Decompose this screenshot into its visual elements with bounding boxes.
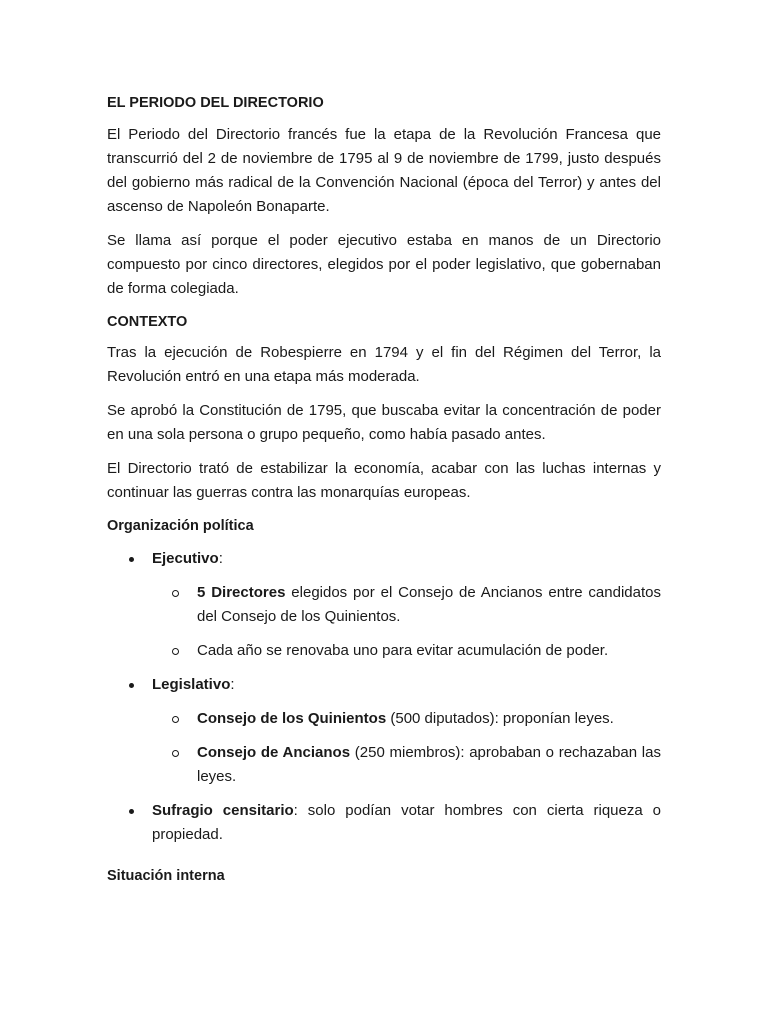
contexto-paragraph-1: Tras la ejecución de Robespierre en 1794 y el fin del Régimen del Terror, la Revolución entró en una etapa más moderada. xyxy=(107,344,661,385)
organizacion-list xyxy=(107,547,661,847)
ejecutivo-sublist xyxy=(107,581,661,663)
bullet-icon xyxy=(129,557,134,562)
ejecutivo-colon: : xyxy=(218,550,223,567)
legislativo-colon: : xyxy=(230,676,235,693)
sufragio-label: Sufragio censitario xyxy=(152,802,294,819)
sub-item-text: Cada año se renovaba uno para evitar acumulación de poder. xyxy=(197,642,609,659)
contexto-heading: CONTEXTO xyxy=(107,314,188,330)
list-item-ejecutivo xyxy=(107,547,661,663)
circle-bullet-icon xyxy=(172,648,179,655)
document-title: EL PERIODO DEL DIRECTORIO xyxy=(107,95,324,111)
document-content xyxy=(107,92,661,895)
sub-item-bold: Consejo de Ancianos xyxy=(197,744,351,761)
sub-item-ancianos xyxy=(107,741,661,789)
sub-item-bold: Consejo de los Quinientos xyxy=(197,710,387,727)
sub-item-directores xyxy=(107,581,661,629)
legislativo-sublist xyxy=(107,707,661,789)
sub-item-bold: 5 Directores xyxy=(197,584,286,601)
list-item-legislativo xyxy=(107,673,661,789)
legislativo-label: Legislativo xyxy=(152,676,231,693)
organizacion-heading: Organización política xyxy=(107,518,254,534)
ejecutivo-label: Ejecutivo xyxy=(152,550,219,567)
intro-paragraph-1: El Periodo del Directorio francés fue la etapa de la Revolución Francesa que transcurrió del 2 de noviembre de 1795 al 9 de noviembre de 1799, justo después del gobierno más radical de la Convención Nacional (época del Terror) y antes del ascenso de Napoleón Bonaparte. xyxy=(107,126,661,215)
sub-item-text: (500 diputados): proponían leyes. xyxy=(386,710,614,727)
bullet-icon xyxy=(129,809,134,814)
bullet-icon xyxy=(129,683,134,688)
contexto-paragraph-2: Se aprobó la Constitución de 1795, que buscaba evitar la concentración de poder en una sola persona o grupo pequeño, como había pasado antes. xyxy=(107,402,661,443)
sub-item-text: (250 miembros): aprobaban o rechazaban las leyes. xyxy=(197,744,661,785)
circle-bullet-icon xyxy=(172,590,179,597)
circle-bullet-icon xyxy=(172,716,179,723)
sub-item-quinientos xyxy=(107,707,661,731)
sufragio-text: : solo podían votar hombres con cierta riqueza o propiedad. xyxy=(152,802,661,843)
intro-paragraph-2: Se llama así porque el poder ejecutivo estaba en manos de un Directorio compuesto por cinco directores, elegidos por el poder legislativo, que gobernaban de forma colegiada. xyxy=(107,232,661,297)
circle-bullet-icon xyxy=(172,750,179,757)
situacion-heading: Situación interna xyxy=(107,868,225,884)
sub-item-text: elegidos por el Consejo de Ancianos entre candidatos del Consejo de los Quinientos. xyxy=(197,584,661,625)
list-item-sufragio xyxy=(107,799,661,847)
sub-item-renovacion xyxy=(107,639,661,663)
contexto-paragraph-3: El Directorio trató de estabilizar la economía, acabar con las luchas internas y continuar las guerras contra las monarquías europeas. xyxy=(107,460,661,501)
